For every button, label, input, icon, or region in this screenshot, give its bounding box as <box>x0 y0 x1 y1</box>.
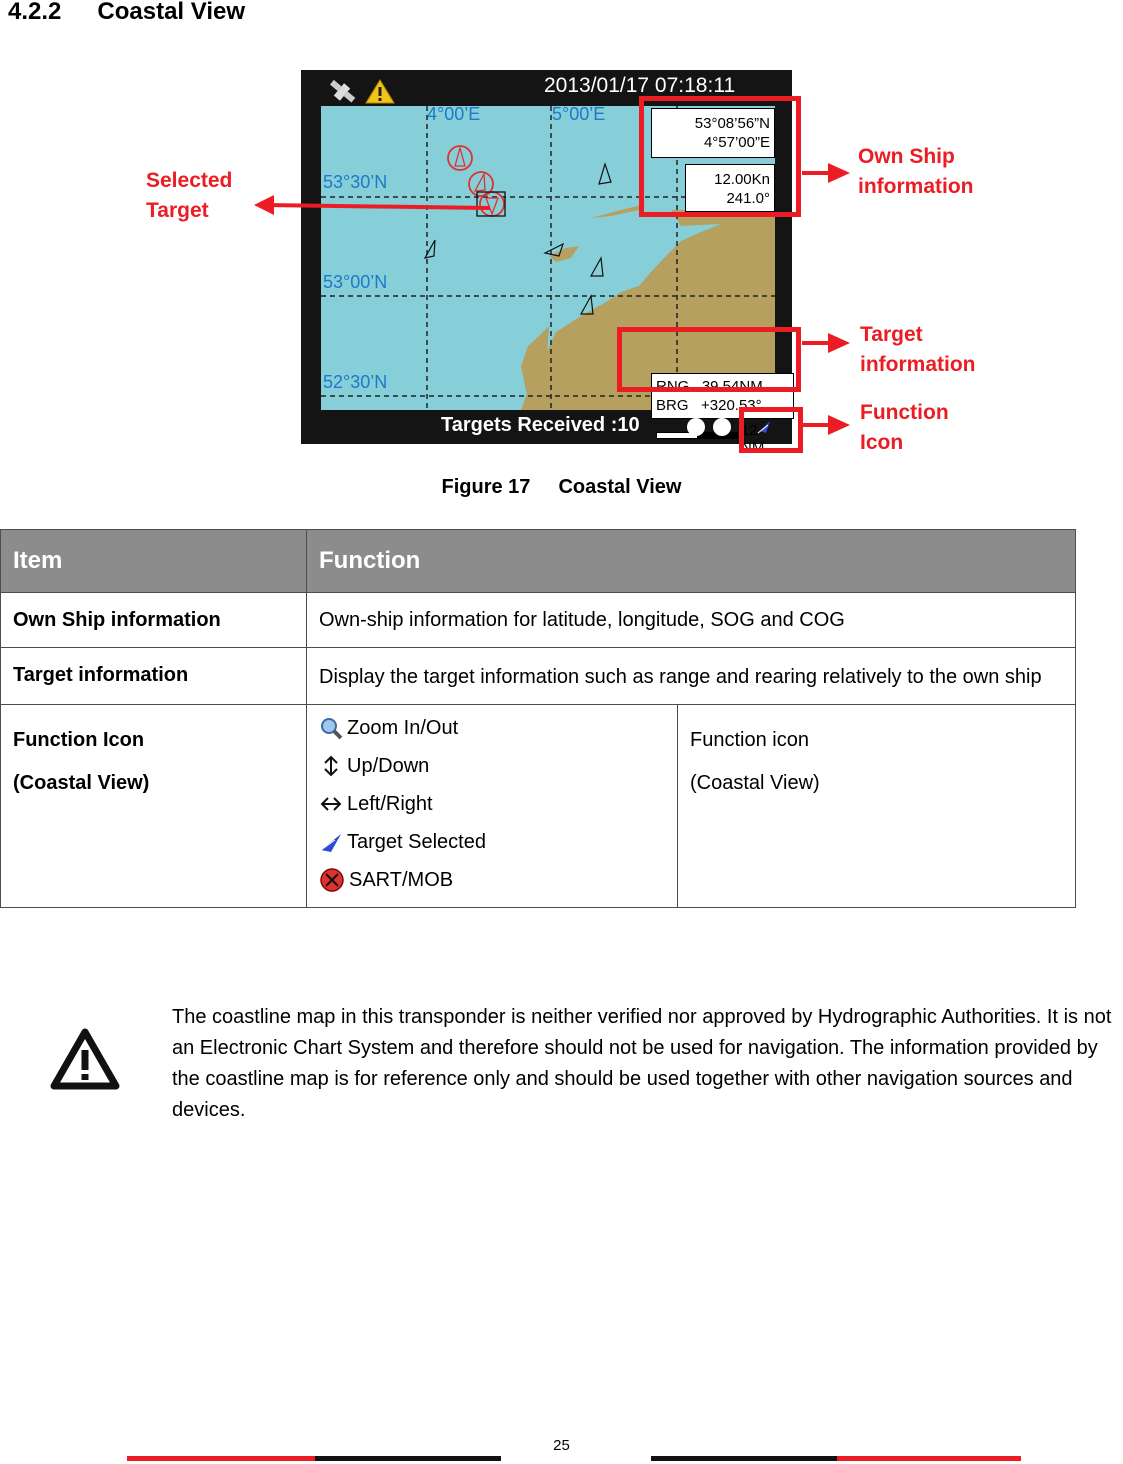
footer-rule-red-right <box>837 1456 1021 1461</box>
label-selected-target-l1: Selected <box>146 169 233 192</box>
datetime: 2013/01/17 07:18:11 <box>544 74 736 97</box>
magnifier-icon <box>319 716 343 740</box>
own-ship-sog: 12.00Kn <box>714 171 770 188</box>
row-item: Target information <box>1 648 307 705</box>
footer-rule-black-left <box>315 1456 501 1461</box>
label-function-icon <box>860 398 949 458</box>
fi-target-label: Target Selected <box>347 831 486 853</box>
header-function: Function <box>307 530 1076 593</box>
row-item <box>1 705 307 908</box>
function-table <box>0 529 1076 908</box>
fi-icons-cell <box>307 705 678 908</box>
footer-rule-red-left <box>127 1456 315 1461</box>
lat-label-2: 53°00’N <box>323 272 388 292</box>
section-number: 4.2.2 <box>8 0 62 25</box>
row-item: Own Ship information <box>1 593 307 648</box>
figure-caption <box>0 476 1123 499</box>
fi-item-l2: (Coastal View) <box>13 772 150 794</box>
target-brg: BRG +320.53° <box>656 397 762 414</box>
up-down-arrow-icon <box>319 754 343 778</box>
fi-item-l1: Function Icon <box>13 729 145 751</box>
footer-rule-black-right <box>651 1456 837 1461</box>
lon-label-1: 4°00’E <box>427 104 481 124</box>
lat-label-3: 52°30’N <box>323 372 388 392</box>
fi-zoom <box>319 709 665 747</box>
figure-label: Figure 17 <box>441 476 531 498</box>
fi-sart-label: SART/MOB <box>349 869 454 891</box>
fi-desc-l2: (Coastal View) <box>690 772 820 794</box>
table-row <box>1 593 1076 648</box>
fi-zoom-label: Zoom In/Out <box>347 717 459 739</box>
own-ship-cog: 241.0° <box>726 190 770 207</box>
label-selected-target-l2: Target <box>146 199 209 222</box>
figure-title: Coastal View <box>558 476 682 498</box>
caution-icon <box>50 1028 120 1090</box>
table-row <box>1 648 1076 705</box>
header-item: Item <box>1 530 307 593</box>
label-target-info-l1: Target <box>860 323 923 346</box>
target-rng: RNG 39.54NM <box>656 378 763 395</box>
own-ship-lat: 53°08’56”N <box>694 115 770 132</box>
targets-received: Targets Received :10 <box>441 414 640 436</box>
table-header-row <box>1 530 1076 593</box>
lon-label-2: 5°00’E <box>552 104 606 124</box>
warning-text: The coastline map in this transponder is neither verified nor approved by Hydrographic Authorities. It is not an Electronic Chart System and therefore should not be used for navigation. The information provided by the coastline map is for reference only and should be used together with other navigation sources and devices. <box>172 1006 1112 1121</box>
fi-desc-l1: Function icon <box>690 729 809 751</box>
label-target-info <box>860 320 976 380</box>
table-row <box>1 705 1076 908</box>
label-function-icon-l2: Icon <box>860 431 904 454</box>
sart-mob-icon <box>319 867 345 893</box>
fi-target <box>319 823 665 861</box>
label-function-icon-l1: Function <box>860 401 949 424</box>
fi-updown <box>319 747 665 785</box>
label-selected-target <box>146 166 232 226</box>
label-own-ship-l1: Own Ship <box>858 145 955 168</box>
lat-label-1: 53°30’N <box>323 172 388 192</box>
label-own-ship-info <box>858 142 974 202</box>
target-selected-icon <box>319 830 343 854</box>
page-number: 25 <box>553 1437 570 1454</box>
fi-sart <box>319 861 665 899</box>
label-target-info-l2: information <box>860 353 976 376</box>
row-function: Display the target information such as range and rearing relatively to the own ship <box>307 648 1076 705</box>
fi-desc-cell <box>678 705 1076 908</box>
own-ship-lon: 4°57’00”E <box>703 134 770 151</box>
label-own-ship-l2: information <box>858 175 974 198</box>
fi-updown-label: Up/Down <box>347 755 430 777</box>
section-title: Coastal View <box>97 0 246 25</box>
fi-leftright <box>319 785 665 823</box>
annotation-arrows <box>0 0 1123 480</box>
fi-leftright-label: Left/Right <box>347 793 433 815</box>
row-function: Own-ship information for latitude, longitude, SOG and COG <box>307 593 1076 648</box>
scale-label: 12 NM <box>741 422 765 456</box>
left-right-arrow-icon <box>319 792 343 816</box>
